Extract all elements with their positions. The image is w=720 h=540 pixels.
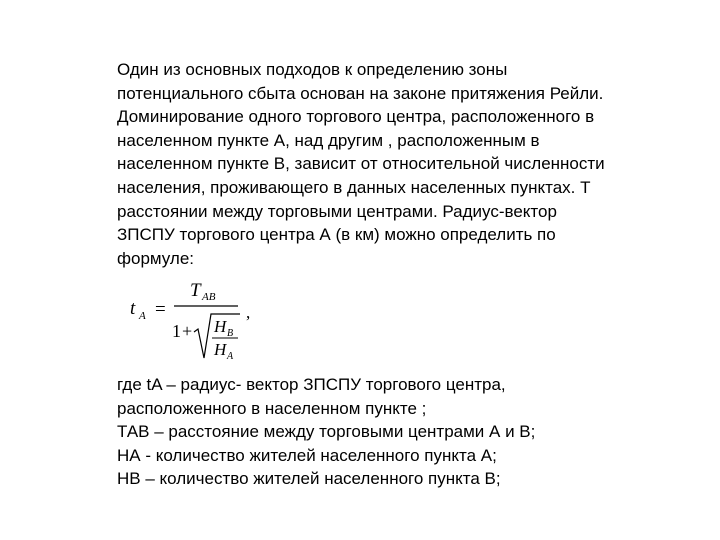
reilly-formula [128, 276, 288, 362]
intro-paragraph [117, 58, 707, 270]
formula-inner-numerator-subscript: В [227, 328, 234, 339]
intro-line: населения, проживающего в данных населенных пунктах. Т [117, 177, 591, 197]
intro-line: формуле: [117, 248, 194, 268]
definition-line: ТАВ – расстояние между торговыми центрами А и В; [117, 422, 536, 442]
definitions-list [117, 373, 707, 491]
formula-lhs-subscript: A [139, 310, 146, 322]
formula-denominator-one: 1 [172, 321, 181, 341]
definition-line: НА - количество жителей населенного пункта А; [117, 445, 497, 465]
definition-line: расположенного в населенном пункте ; [117, 398, 427, 418]
formula-inner-denominator-subscript: А [227, 351, 234, 362]
formula-numerator-symbol: T [190, 280, 201, 301]
formula-lhs-symbol: t [130, 298, 136, 319]
intro-line: Один из основных подходов к определению зоны [117, 60, 508, 79]
formula-trailing-comma: , [246, 303, 251, 322]
definition-line: где tA – радиус- вектор ЗПСПУ торгового центра, [117, 375, 506, 394]
formula-equals: = [155, 299, 166, 320]
intro-line: населенном пункте А, над другим , расположенным в [117, 130, 540, 150]
formula-denominator-plus: + [182, 321, 193, 341]
intro-line: расстоянии между торговыми центрами. Радиус-вектор [117, 201, 557, 221]
formula-inner-denominator-symbol: Н [214, 340, 227, 359]
formula-svg [128, 276, 288, 362]
formula-numerator-subscript: AB [202, 291, 216, 303]
intro-line: ЗПСПУ торгового центра А (в км) можно определить по [117, 225, 556, 245]
intro-line: населенном пункте В, зависит от относительной численности [117, 154, 605, 174]
formula-inner-numerator-symbol: Н [214, 317, 227, 336]
intro-line: Доминирование одного торгового центра, расположенного в [117, 107, 595, 127]
definition-line: НВ – количество жителей населенного пункта В; [117, 469, 501, 489]
intro-line: потенциального сбыта основан на законе притяжения Рейли. [117, 83, 604, 103]
